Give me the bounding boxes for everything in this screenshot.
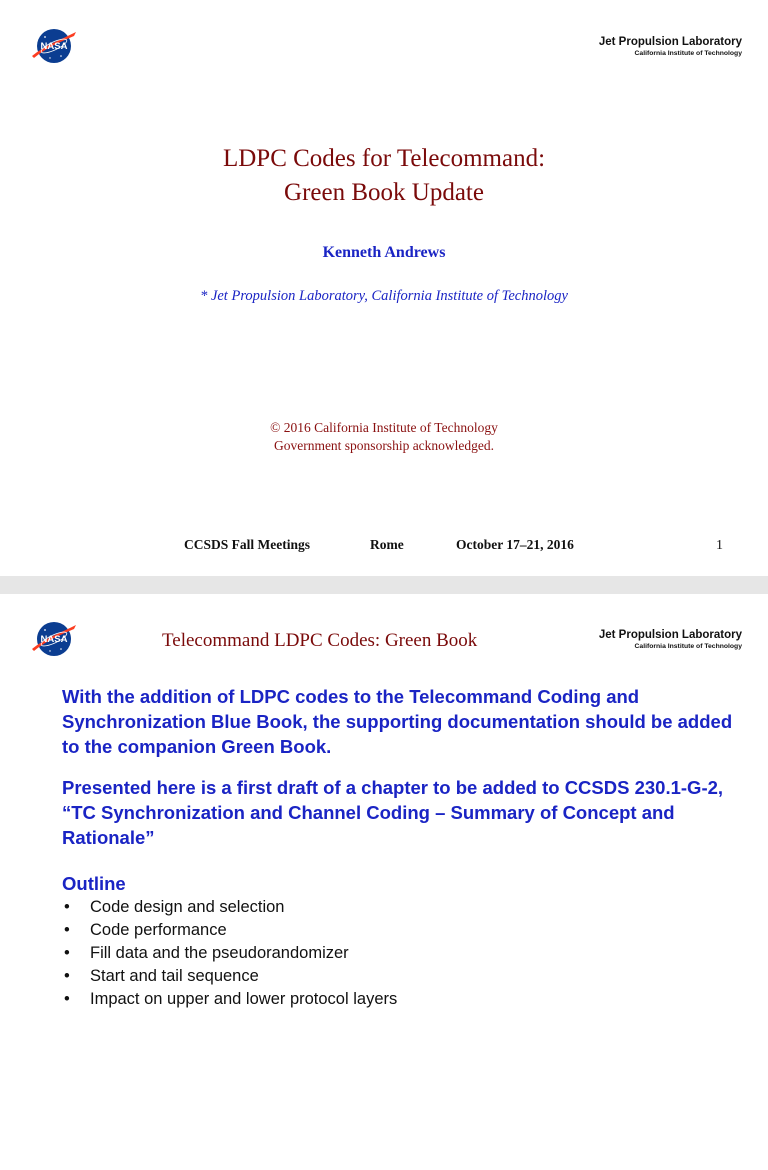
slide-body — [62, 684, 742, 1011]
org-name: Jet Propulsion Laboratory — [598, 629, 742, 641]
org-header — [599, 36, 742, 57]
list-item: • Start and tail sequence — [62, 965, 742, 988]
footer-location: Rome — [370, 537, 404, 552]
presentation-title — [0, 142, 768, 210]
title-line-2: Green Book Update — [284, 179, 484, 206]
nasa-logo-icon — [30, 26, 78, 66]
copyright-notice — [0, 419, 768, 455]
org-name: Jet Propulsion Laboratory — [598, 36, 742, 48]
author-name: Kenneth Andrews — [322, 244, 446, 261]
footer-dates: October 17–21, 2016 — [456, 537, 574, 552]
slide-2 — [0, 594, 768, 1170]
org-header — [599, 629, 742, 650]
copyright-line-1: © 2016 California Institute of Technology — [270, 420, 498, 435]
org-subtitle: California Institute of Technology — [634, 50, 742, 57]
outline-heading: Outline — [62, 873, 126, 894]
nasa-logo-icon — [30, 619, 78, 659]
paragraph-2: Presented here is a first draft of a chapter to be added to CCSDS 230.1-G-2, “TC Synchronization and Channel Coding – Summary of Concept and Rationale” — [62, 777, 724, 848]
svg-text:NASA: NASA — [40, 41, 68, 52]
org-subtitle: California Institute of Technology — [634, 643, 742, 650]
outline-list — [62, 896, 742, 1011]
page-number: 1 — [716, 538, 723, 553]
slide-title: Telecommand LDPC Codes: Green Book — [162, 630, 478, 651]
copyright-line-2: Government sponsorship acknowledged. — [273, 438, 495, 453]
paragraph-1: With the addition of LDPC codes to the Telecommand Coding and Synchronization Blue Book, the supporting documentation should be added to the companion Green Book. — [62, 686, 733, 757]
title-line-1: LDPC Codes for Telecommand: — [222, 145, 546, 172]
author-affiliation: * Jet Propulsion Laboratory, California Institute of Technology — [200, 288, 568, 304]
list-item: • Impact on upper and lower protocol layers — [62, 988, 742, 1011]
footer-meeting: CCSDS Fall Meetings — [184, 537, 310, 552]
list-item: • Code performance — [62, 919, 742, 942]
list-item: • Fill data and the pseudorandomizer — [62, 942, 742, 965]
slide-1 — [0, 0, 768, 576]
svg-text:NASA: NASA — [40, 634, 68, 645]
list-item: • Code design and selection — [62, 896, 742, 919]
